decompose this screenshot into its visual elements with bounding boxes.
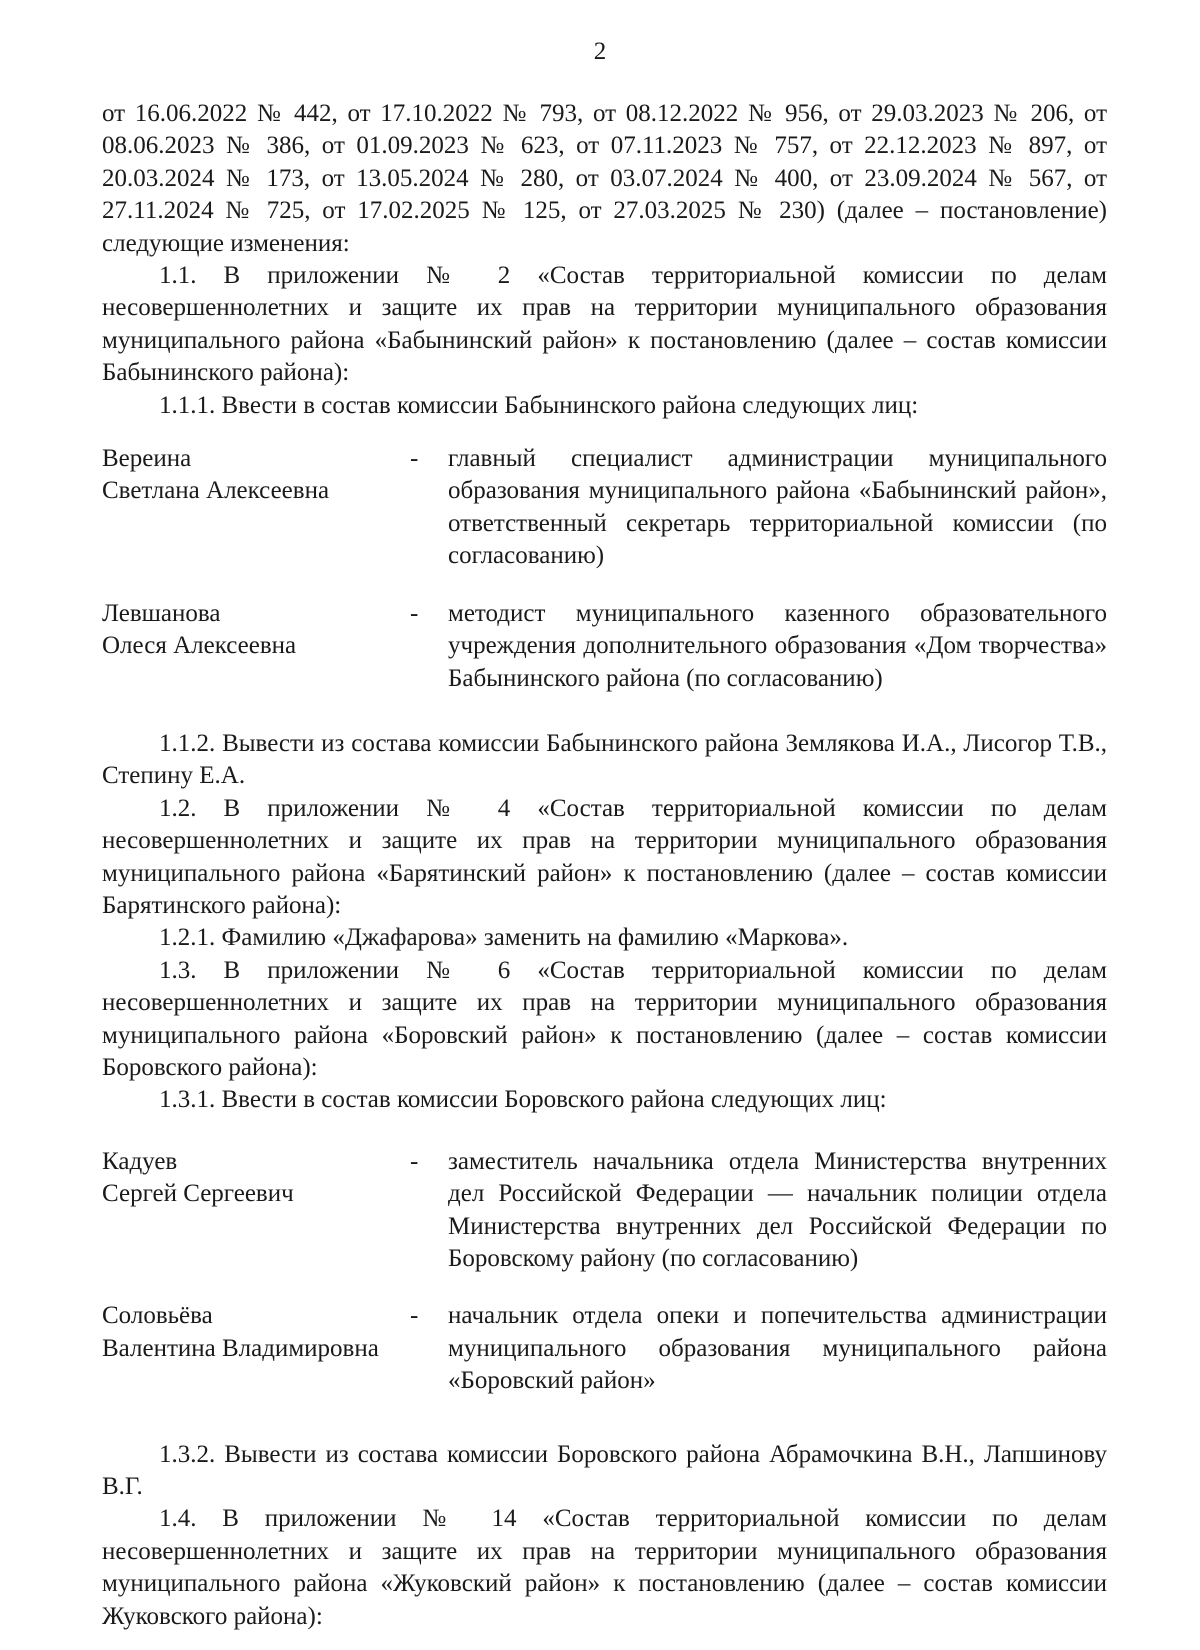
member-dash: -	[410, 1302, 419, 1330]
clause-1-2-1: 1.2.1. Фамилию «Джафарова» заменить на фамилию «Маркова».	[159, 924, 849, 952]
member-surname: Левшанова	[102, 599, 221, 627]
member-position: методист муниципального казенного образовательного учреждения дополнительного образования «Дом творчества» Бабынинского района (по согласованию)	[448, 599, 1107, 692]
member-surname: Кадуев	[102, 1147, 178, 1175]
clause-1-3-1: 1.3.1. Ввести в состав комиссии Боровского района следующих лиц:	[159, 1086, 887, 1114]
member-given-names: Олеся Алексеевна	[102, 632, 297, 660]
member-surname: Вереина	[102, 445, 192, 473]
document-body	[102, 98, 1107, 1633]
members-list-borovsk	[102, 1146, 1107, 1398]
clause-1-1: 1.1. В приложении № 2 «Состав территориальной комиссии по делам несовершеннолетних и защите их прав на территории муниципального образования муниципального района «Бабынинский район» к постановлению (далее – состав комиссии Бабынинского района):	[102, 262, 1107, 387]
member-dash: -	[410, 445, 419, 473]
intro-paragraph-continuation: от 16.06.2022 № 442, от 17.10.2022 № 793, от 08.12.2022 № 956, от 29.03.2023 № 206, от 08.06.2023 № 386, от 01.09.2023 № 623, от 07.11.2023 № 757, от 22.12.2023 № 897, от 20.03.2024 № 173, от 13.05.2024 № 280, от 03.07.2024 № 400, от 23.09.2024 № 567, от 27.11.2024 № 725, от 17.02.2025 № 125, от 27.03.2025 № 230) (далее – постановление) следующие изменения:	[102, 100, 1107, 257]
page-number: 2	[593, 38, 607, 65]
member-position: главный специалист администрации муниципального образования муниципального района «Бабынинский район», ответственный секретарь территориальной комиссии (по согласованию)	[448, 445, 1107, 570]
clause-1-4: 1.4. В приложении № 14 «Состав территориальной комиссии по делам несовершеннолетних и защите их прав на территории муниципального образования муниципального района «Жуковский район» к постановлению (далее – состав комиссии Жуковского района):	[102, 1505, 1107, 1630]
member-dash: -	[410, 1147, 419, 1175]
clause-1-3: 1.3. В приложении № 6 «Состав территориальной комиссии по делам несовершеннолетних и защите их прав на территории муниципального образования муниципального района «Боровский район» к постановлению (далее – состав комиссии Боровского района):	[102, 956, 1107, 1081]
member-given-names: Сергей Сергеевич	[102, 1180, 294, 1208]
clause-1-1-2: 1.1.2. Вывести из состава комиссии Бабынинского района Землякова И.А., Лисогор Т.В., Степину Е.А.	[102, 729, 1107, 790]
clause-1-3-2: 1.3.2. Вывести из состава комиссии Боровского района Абрамочкина В.Н., Лапшинову В.Г.	[102, 1440, 1107, 1501]
member-entry	[102, 443, 1107, 573]
member-dash: -	[410, 599, 419, 627]
member-name	[102, 598, 410, 663]
end-section	[102, 1439, 1107, 1633]
middle-section	[102, 728, 1107, 1117]
member-entry	[102, 598, 1107, 695]
clause-1-1-1: 1.1.1. Ввести в состав комиссии Бабынинского района следующих лиц:	[159, 391, 919, 419]
member-position: заместитель начальника отдела Министерства внутренних дел Российской Федерации — начальник полиции отдела Министерства внутренних дел Российской Федерации по Боровскому району (по согласованию)	[448, 1147, 1107, 1272]
members-list-babynino	[102, 443, 1107, 695]
member-name	[102, 1146, 410, 1211]
member-position: начальник отдела опеки и попечительства администрации муниципального образования муниципального района «Боровский район»	[448, 1302, 1107, 1395]
member-entry	[102, 1300, 1107, 1397]
member-given-names: Светлана Алексеевна	[102, 477, 330, 505]
clause-1-2: 1.2. В приложении № 4 «Состав территориальной комиссии по делам несовершеннолетних и защите их прав на территории муниципального образования муниципального района «Барятинский район» к постановлению (далее – состав комиссии Барятинского района):	[102, 794, 1107, 919]
member-entry	[102, 1146, 1107, 1276]
member-name	[102, 1300, 410, 1365]
member-surname: Соловьёва	[102, 1302, 213, 1330]
member-given-names: Валентина Владимировна	[102, 1334, 379, 1362]
member-name	[102, 443, 410, 508]
